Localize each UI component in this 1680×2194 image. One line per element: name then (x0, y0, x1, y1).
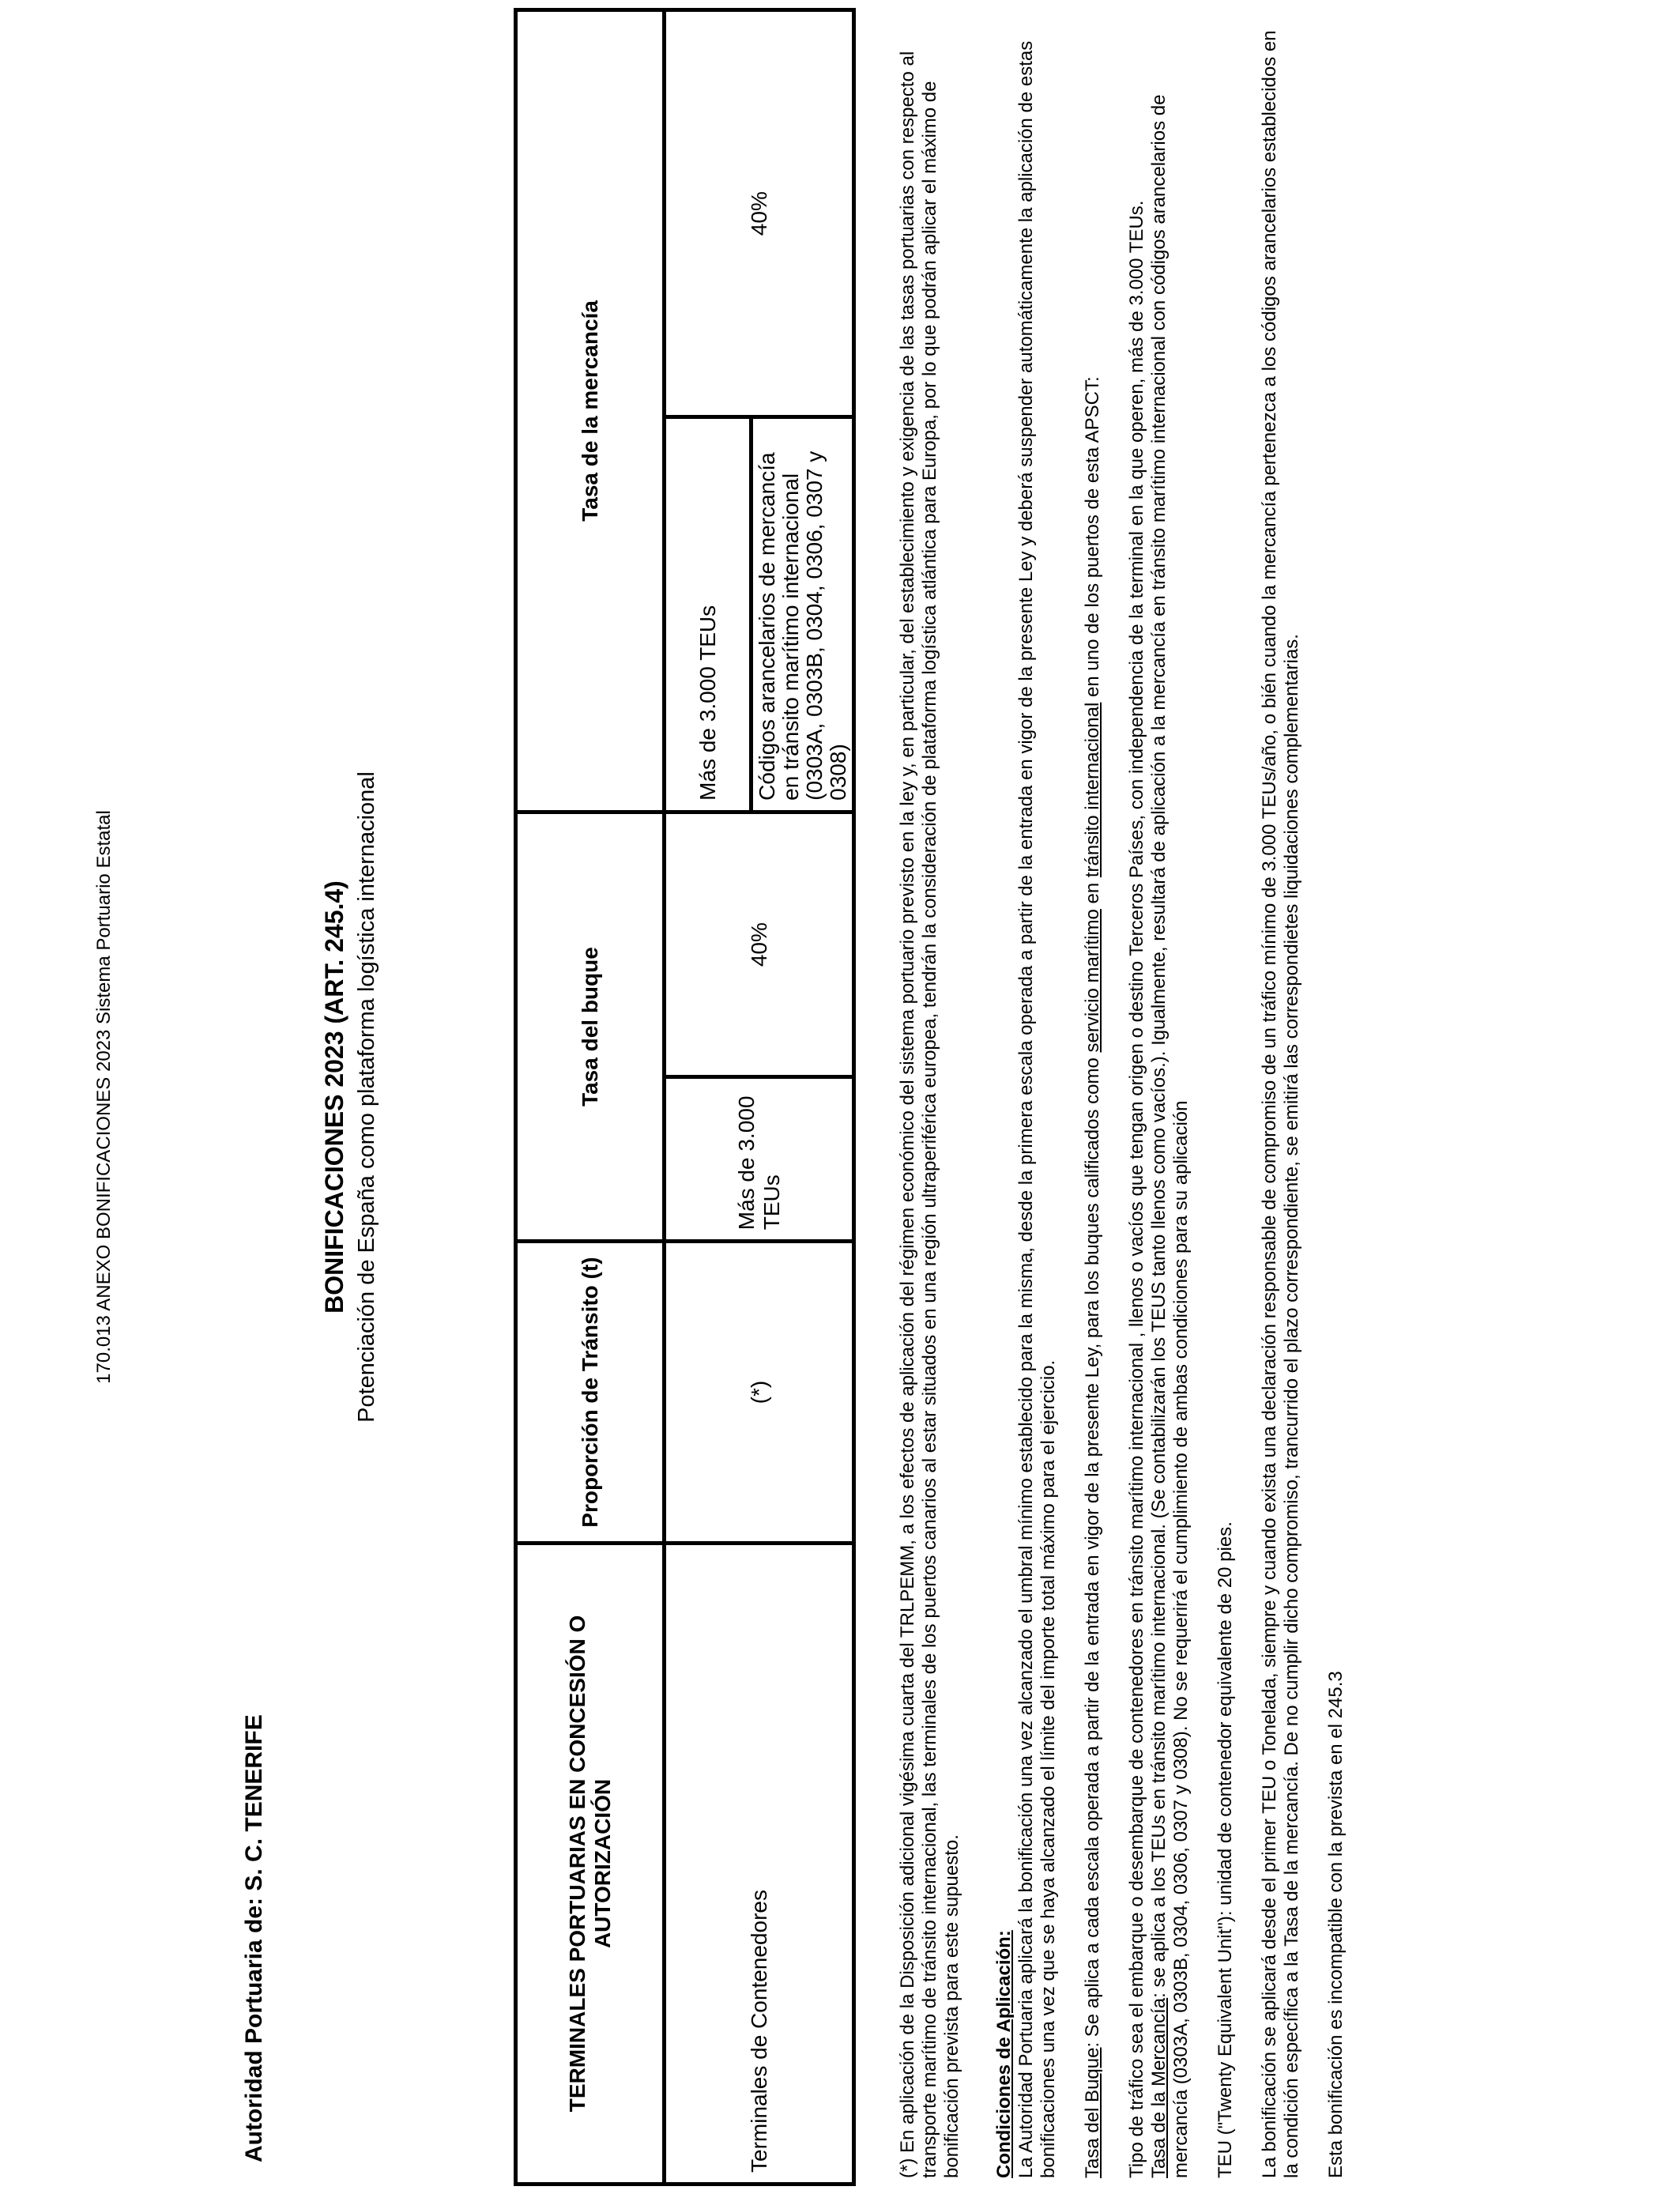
cell-ship-condition: Más de 3.000 TEUs (665, 1077, 854, 1242)
bonus-table (514, 8, 856, 2186)
goods-fee-label: Tasa de la Mercancía (1148, 1997, 1170, 2178)
goods-fee-text: : se aplica a los TEUs en tránsito marítimo internacional. (Se contabilizarán los TEUS tanto llenos como vacíos.). Igualmente, resultará de aplicación a la mercancía en tránsito marítimo internacional con códigos arancelarios de mercancía (0303A, 0303B, 0304, 0306, 0307 y 0308). No se requerirá el cumplimiento de ambas condiciones para su aplicación (1148, 94, 1192, 2178)
bonus-title: BONIFICACIONES 2023 (ART. 245.4) (320, 880, 348, 1314)
table-header-row (516, 10, 665, 2185)
ship-fee-text-2: en (1082, 877, 1103, 910)
cell-ship-pct: 40% (665, 812, 854, 1077)
cell-goods-condition-2: Códigos arancelarios de mercancía en tránsito marítimo internacional (0303A, 0303B, 0304, 0306, 0307 y 0308) (751, 417, 854, 812)
ship-service-text: servicio marítimo (1082, 909, 1103, 1053)
header-ship-fee: Tasa del buque (516, 812, 665, 1241)
ship-fee-text: : Se aplica a cada escala operada a partir de la entrada en vigor de la presente Ley, para los buques calificados como (1082, 1052, 1103, 2048)
ship-fee-label: Tasa del Buque (1082, 2047, 1103, 2178)
goods-fee-condition (1148, 21, 1192, 2178)
ship-fee-text-3: en uno de los puertos de esta APSCT: (1082, 376, 1103, 703)
teu-definition: TEU ("Twenty Equivalent Unit"): unidad de contenedor equivalente de 20 pies. (1215, 1521, 1236, 2178)
ship-transit-text: tránsito internacional (1082, 702, 1103, 878)
commitment-condition: La bonificación se aplicará desde el primer TEU o Tonelada, siempre y cuando exista una declaración responsable de compromiso de un tráfico mínimo de 3.000 TEUs/año, o bién cuando la mercancía pertenezca a los códigos arancelarios establecidos en la condición específica a la Tasa de la mercancía. De no cumplir dicho compromiso, trancurrido el plazo correspondiente, se emitirá las correspondietes liquidaciones complementarias. (1259, 30, 1302, 2178)
header-proportion: Proporción de Tránsito (t) (516, 1242, 665, 1544)
traffic-type: Tipo de tráfico sea el embarque o desembarque de contenedores en tránsito marítimo internacional , llenos o vacíos que tengan origen o destino Terceros Países, con independencia de la terminal en la que operen, más de 3.000 TEUs. (1126, 200, 1147, 2178)
bonus-subtitle: Potenciación de España como plataforma logística internacional (354, 771, 379, 1423)
cell-terminal: Terminales de Contenedores (665, 1543, 854, 2184)
header-goods-fee: Tasa de la mercancía (516, 10, 665, 812)
cell-goods-pct: 40% (665, 10, 854, 417)
ship-fee-condition (1082, 21, 1104, 2178)
cell-proportion: (*) (665, 1242, 854, 1544)
port-authority-title: Autoridad Portuaria de: S. C. TENERIFE (241, 1714, 267, 2162)
asterisk-note: (*) En aplicación de la Disposición adicional vigésima cuarta del TRLPEMM, a los efectos de aplicación del régimen económico del sistema portuario previsto en la ley y, en particular, del establecimiento y exigencia de las tasas portuarias con respecto al transporte marítimo de tránsito internacional, las terminales de los puertos canarios al estar situados en una región ultraperiférica europea, tendrán la consideración de plataforma logística atlántica para Europa, por lo que podrán aplicar el máximo de bonificación prevista para este supuesto. (897, 51, 962, 2178)
header-terminals: TERMINALES PORTUARIAS EN CONCESIÓN O AUTORIZACIÓN (516, 1543, 665, 2184)
cell-goods-condition-1: Más de 3.000 TEUs (665, 417, 751, 812)
document-header: 170.013 ANEXO BONIFICACIONES 2023 Sistema Portuario Estatal (93, 810, 115, 1384)
condition-threshold: La Autoridad Portuaria aplicará la bonificación una vez alcanzado el umbral mínimo establecido para la misma, desde la primera escala operada a partir de la entrada en vigor de la presente Ley y deberá suspender automáticamente la aplicación de estas bonificaciones una vez que se haya alcanzado el límite del importe total máximo para el ejercicio. (1015, 40, 1059, 2178)
table-row (665, 10, 751, 2185)
incompatibility-note: Esta bonificación es incompatible con la prevista en el 245.3 (1325, 1671, 1347, 2178)
conditions-heading: Condiciones de Aplicación: (993, 1930, 1015, 2178)
notes-section (897, 21, 1347, 2178)
